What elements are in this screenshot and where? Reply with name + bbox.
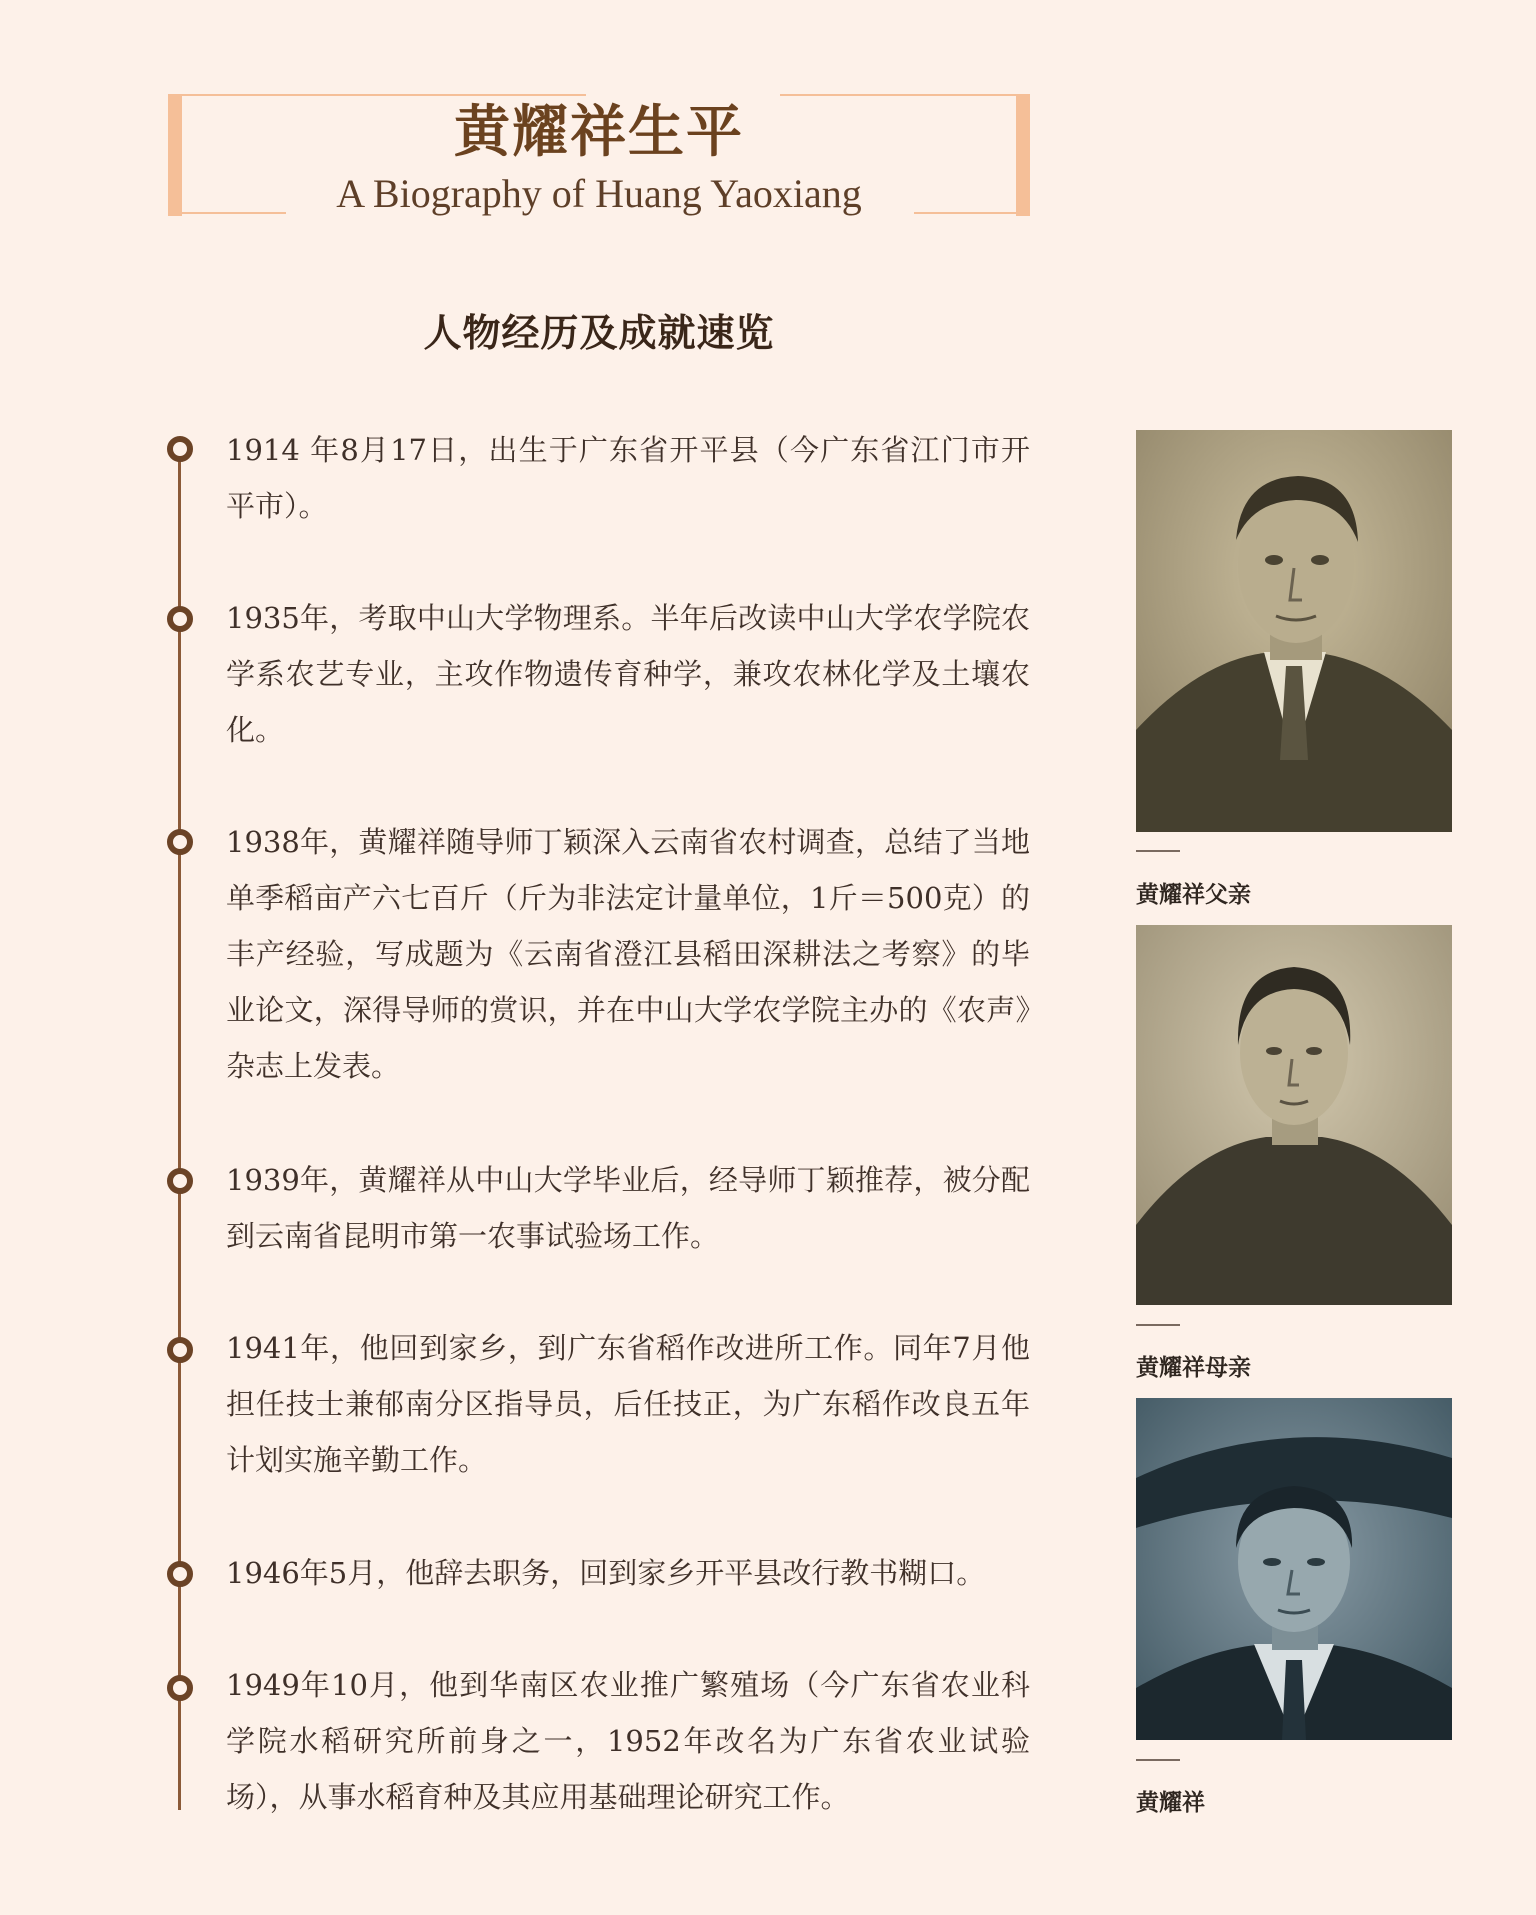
timeline-dot (167, 1561, 193, 1587)
huang-yaoxiang-portrait-photo (1136, 1398, 1452, 1740)
photo-caption-mother: 黄耀祥母亲 (1136, 1355, 1251, 1381)
photo-caption-father: 黄耀祥父亲 (1136, 882, 1251, 908)
timeline-dot (167, 1675, 193, 1701)
timeline-dot (167, 829, 193, 855)
timeline-dot (167, 1337, 193, 1363)
timeline-line (178, 448, 181, 1810)
page-title: 黄耀祥生平 (454, 99, 744, 165)
caption-rule (1136, 1324, 1180, 1326)
timeline-entry-1941: 1941年，他回到家乡，到广东省稻作改进所工作。同年7月他担任技士兼郁南分区指导员，后任技正，为广东稻作改良五年计划实施辛勤工作。 (226, 1331, 1030, 1477)
mother-portrait-photo (1136, 925, 1452, 1305)
timeline-entry-1914: 1914 年8月17日，出生于广东省开平县（今广东省江门市开平市）。 (226, 433, 1030, 523)
page-title-english: A Biography of Huang Yaoxiang (336, 171, 862, 216)
father-portrait-photo (1136, 430, 1452, 832)
timeline-entry-1935: 1935年，考取中山大学物理系。半年后改读中山大学农学院农学系农艺专业，主攻作物遗传育种学，兼攻农林化学及土壤农化。 (226, 601, 1030, 747)
timeline-dot (167, 606, 193, 632)
section-subtitle: 人物经历及成就速览 (423, 310, 775, 355)
timeline-dot (167, 436, 193, 462)
timeline-entry-1939: 1939年，黄耀祥从中山大学毕业后，经导师丁颖推荐，被分配到云南省昆明市第一农事试验场工作。 (226, 1163, 1030, 1253)
caption-rule (1136, 1759, 1180, 1761)
timeline-dot (167, 1168, 193, 1194)
caption-rule (1136, 850, 1180, 852)
timeline-entry-1946: 1946年5月，他辞去职务，回到家乡开平县改行教书糊口。 (226, 1556, 986, 1590)
timeline-entry-1938: 1938年，黄耀祥随导师丁颖深入云南省农村调查，总结了当地单季稻亩产六七百斤（斤为非法定计量单位，1斤＝500克）的丰产经验，写成题为《云南省澄江县稻田深耕法之考察》的毕业论文，深得导师的赏识，并在中山大学农学院主办的《农声》杂志上发表。 (226, 825, 1030, 1083)
timeline-entry-1949: 1949年10月，他到华南区农业推广繁殖场（今广东省农业科学院水稻研究所前身之一，1952年改名为广东省农业试验场），从事水稻育种及其应用基础理论研究工作。 (226, 1668, 1030, 1814)
photo-caption-huang-yaoxiang: 黄耀祥 (1136, 1790, 1205, 1816)
